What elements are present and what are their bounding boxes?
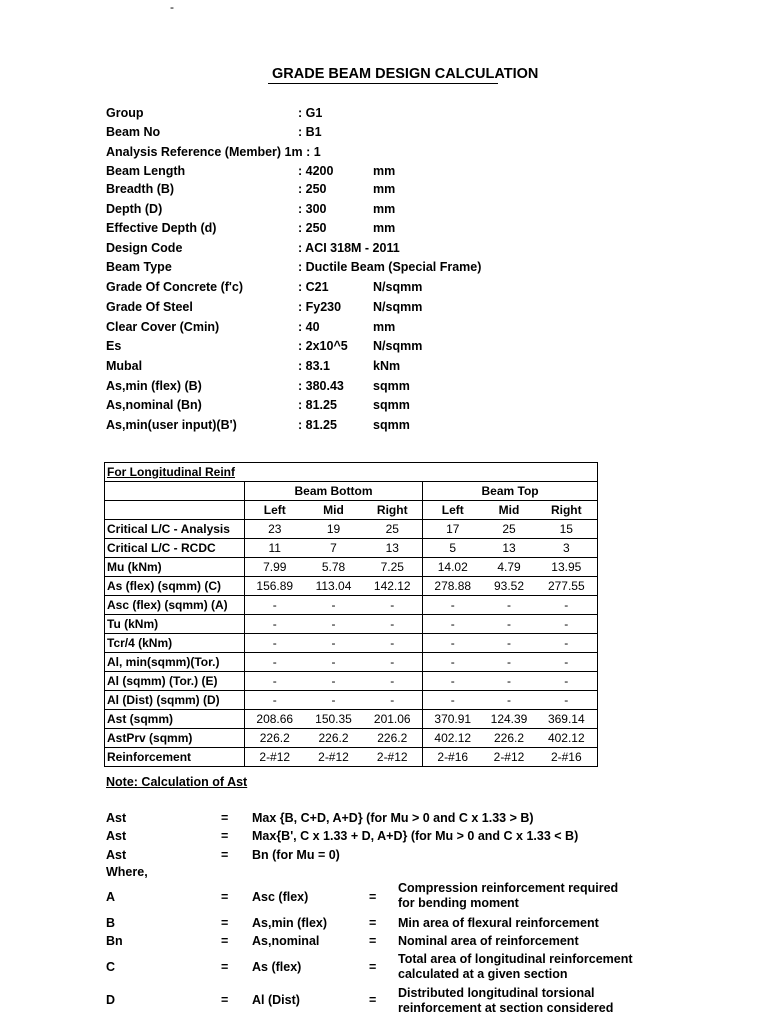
table-header-empty [105,482,245,501]
table-cell: - [363,634,423,653]
table-cell: - [305,615,363,634]
formula-lhs: Ast [106,848,127,862]
row-label: Tu (kNm) [105,615,245,634]
subheader-top-right: Right [536,501,598,520]
info-value-es: : 2x10^5 [298,339,348,353]
table-cell: 2-#12 [483,748,536,767]
info-label-beam-length: Beam Length [106,164,186,178]
where-eq: = [221,993,229,1007]
info-value-beam-type: : Ductile Beam (Special Frame) [298,260,482,274]
info-label-mubal: Mubal [106,359,143,373]
info-value-breadth: : 250 [298,182,327,196]
table-cell: - [363,653,423,672]
formula-rhs: Max {B, C+D, A+D} (for Mu > 0 and C x 1.33 > B) [252,811,534,825]
table-cell: - [423,672,483,691]
table-cell: 208.66 [245,710,305,729]
table-cell: - [245,615,305,634]
table-row-astprv [105,729,598,748]
info-label-analysis-reference: Analysis Reference (Member) 1m : 1 [106,145,321,159]
table-cell: 13 [483,539,536,558]
info-value-mubal: : 83.1 [298,359,330,373]
formula-lhs: Ast [106,829,127,843]
table-cell: - [245,634,305,653]
where-description: Total area of longitudinal reinforcement calculated at a given section [398,952,633,981]
row-label: Critical L/C - RCDC [105,539,245,558]
table-cell: 2-#12 [305,748,363,767]
info-label-es: Es [106,339,122,353]
row-label: Al, min(sqmm)(Tor.) [105,653,245,672]
info-label-grade-steel: Grade Of Steel [106,300,193,314]
where-description: Distributed longitudinal torsional reinforcement at section considered [398,986,614,1015]
table-cell: 2-#12 [245,748,305,767]
info-unit-as-nominal: sqmm [373,398,410,412]
table-cell: - [363,672,423,691]
table-sub-header-row [105,501,598,520]
page-title: GRADE BEAM DESIGN CALCULATION [272,66,539,82]
row-label: Mu (kNm) [105,558,245,577]
formula-rhs: Max{B', C x 1.33 + D, A+D} (for Mu > 0 and C x 1.33 < B) [252,829,579,843]
table-group-header-row [105,482,598,501]
where-eq: = [221,960,229,974]
table-cell: - [363,615,423,634]
info-unit-as-min-flex: sqmm [373,379,410,393]
table-cell: 2-#16 [423,748,483,767]
where-name: Al (Dist) [252,993,300,1007]
table-cell: - [483,634,536,653]
table-cell: 277.55 [536,577,598,596]
table-cell: - [536,634,598,653]
longitudinal-reinf-table [104,462,598,767]
table-cell: 25 [483,520,536,539]
table-row-al-min [105,653,598,672]
top-mark: - [170,0,174,14]
table-cell: - [363,596,423,615]
row-label: Reinforcement [105,748,245,767]
row-label: Al (Dist) (sqmm) (D) [105,691,245,710]
table-cell: - [305,672,363,691]
subheader-bottom-left: Left [245,501,305,520]
table-subheader-empty [105,501,245,520]
info-unit-es: N/sqmm [373,339,423,353]
table-cell: - [423,634,483,653]
table-row-reinforcement [105,748,598,767]
table-cell: 2-#12 [363,748,423,767]
info-unit-mubal: kNm [373,359,401,373]
table-cell: - [423,691,483,710]
table-cell: 7.25 [363,558,423,577]
info-value-beam-no: : B1 [298,125,322,139]
table-cell: 7.99 [245,558,305,577]
table-cell: - [305,634,363,653]
row-label: Al (sqmm) (Tor.) (E) [105,672,245,691]
table-cell: 5.78 [305,558,363,577]
info-unit-breadth: mm [373,182,396,196]
table-row-critical-lc-analysis [105,520,598,539]
table-cell: - [483,691,536,710]
table-cell: - [483,672,536,691]
where-eq: = [221,934,229,948]
where-name: As,nominal [252,934,320,948]
info-label-group: Group [106,106,144,120]
table-cell: - [245,672,305,691]
group-header-beam-top: Beam Top [423,482,598,501]
table-cell: - [245,596,305,615]
table-cell: 11 [245,539,305,558]
info-value-clear-cover: : 40 [298,320,320,334]
table-cell: 226.2 [245,729,305,748]
info-label-beam-no: Beam No [106,125,161,139]
row-label: Tcr/4 (kNm) [105,634,245,653]
where-eq: = [221,890,229,904]
where-description: Nominal area of reinforcement [398,934,579,948]
info-value-depth: : 300 [298,202,327,216]
where-eq: = [369,993,377,1007]
subheader-top-mid: Mid [483,501,536,520]
info-value-beam-length: : 4200 [298,164,334,178]
info-value-as-min-flex: : 380.43 [298,379,344,393]
table-cell: 15 [536,520,598,539]
info-label-effective-depth: Effective Depth (d) [106,221,217,235]
table-cell: 226.2 [483,729,536,748]
table-caption: For Longitudinal Reinf [107,465,235,479]
table-row-critical-lc-rcdc [105,539,598,558]
info-value-grade-concrete: : C21 [298,280,329,294]
table-caption-row [105,463,598,482]
info-unit-clear-cover: mm [373,320,396,334]
table-row-al-dist [105,691,598,710]
table-cell: - [536,615,598,634]
table-row-tu [105,615,598,634]
info-label-breadth: Breadth (B) [106,182,175,196]
where-eq: = [221,916,229,930]
table-cell: - [305,653,363,672]
formula-rhs: Bn (for Mu = 0) [252,848,340,862]
table-cell: - [483,615,536,634]
table-cell: 278.88 [423,577,483,596]
note-heading: Note: Calculation of Ast [106,775,248,789]
info-label-design-code: Design Code [106,241,183,255]
table-cell: 142.12 [363,577,423,596]
table-cell: - [423,653,483,672]
table-cell: - [423,615,483,634]
info-value-as-min-user: : 81.25 [298,418,337,432]
info-unit-beam-length: mm [373,164,396,178]
where-symbol: A [106,890,116,904]
where-symbol: Bn [106,934,123,948]
table-row-as-flex [105,577,598,596]
where-label: Where, [106,865,148,879]
table-cell: 156.89 [245,577,305,596]
table-cell: - [536,596,598,615]
table-row-mu [105,558,598,577]
table-row-tcr [105,634,598,653]
info-label-grade-concrete: Grade Of Concrete (f'c) [106,280,244,294]
info-label-depth: Depth (D) [106,202,163,216]
where-eq: = [369,916,377,930]
info-unit-grade-concrete: N/sqmm [373,280,423,294]
table-cell: 4.79 [483,558,536,577]
table-cell: 226.2 [363,729,423,748]
table-caption-cell [105,463,598,482]
formula-eq: = [221,848,229,862]
table-row-ast [105,710,598,729]
table-cell: 124.39 [483,710,536,729]
formula-eq: = [221,829,229,843]
where-eq: = [369,890,377,904]
info-unit-grade-steel: N/sqmm [373,300,423,314]
where-name: As,min (flex) [252,916,328,930]
table-row-asc-flex [105,596,598,615]
info-unit-effective-depth: mm [373,221,396,235]
subheader-bottom-mid: Mid [305,501,363,520]
table-cell: 17 [423,520,483,539]
table-cell: 13.95 [536,558,598,577]
table-cell: - [483,653,536,672]
table-cell: 19 [305,520,363,539]
row-label: Asc (flex) (sqmm) (A) [105,596,245,615]
subheader-top-left: Left [423,501,483,520]
table-cell: 7 [305,539,363,558]
formula-eq: = [221,811,229,825]
row-label: Critical L/C - Analysis [105,520,245,539]
table-cell: - [305,596,363,615]
table-cell: - [536,653,598,672]
table-cell: 369.14 [536,710,598,729]
info-value-group: : G1 [298,106,323,120]
where-eq: = [369,960,377,974]
table-cell: 25 [363,520,423,539]
table-cell: - [483,596,536,615]
title-underline [268,83,498,84]
table-cell: 113.04 [305,577,363,596]
where-eq: = [369,934,377,948]
row-label: AstPrv (sqmm) [105,729,245,748]
table-cell: 13 [363,539,423,558]
info-unit-as-min-user: sqmm [373,418,410,432]
where-symbol: B [106,916,116,930]
info-value-grade-steel: : Fy230 [298,300,342,314]
info-value-as-nominal: : 81.25 [298,398,337,412]
table-cell: - [536,672,598,691]
info-value-design-code: : ACI 318M - 2011 [298,241,400,255]
table-cell: - [245,691,305,710]
table-cell: 226.2 [305,729,363,748]
table-row-al-tor [105,672,598,691]
table-cell: 201.06 [363,710,423,729]
group-header-beam-bottom: Beam Bottom [245,482,423,501]
table-cell: 5 [423,539,483,558]
subheader-bottom-right: Right [363,501,423,520]
where-description: Min area of flexural reinforcement [398,916,599,930]
table-cell: - [363,691,423,710]
info-unit-depth: mm [373,202,396,216]
table-cell: 402.12 [536,729,598,748]
info-value-effective-depth: : 250 [298,221,327,235]
info-label-beam-type: Beam Type [106,260,172,274]
info-label-clear-cover: Clear Cover (Cmin) [106,320,220,334]
where-name: Asc (flex) [252,890,309,904]
table-cell: 402.12 [423,729,483,748]
where-description: Compression reinforcement required for bending moment [398,881,619,910]
table-cell: 150.35 [305,710,363,729]
table-cell: - [423,596,483,615]
row-label: As (flex) (sqmm) (C) [105,577,245,596]
table-cell: 3 [536,539,598,558]
row-label: Ast (sqmm) [105,710,245,729]
table-cell: 93.52 [483,577,536,596]
table-cell: 2-#16 [536,748,598,767]
where-symbol: C [106,960,116,974]
where-symbol: D [106,993,116,1007]
table-cell: - [305,691,363,710]
table-cell: 14.02 [423,558,483,577]
formula-lhs: Ast [106,811,127,825]
table-cell: 23 [245,520,305,539]
table-cell: - [245,653,305,672]
table-cell: - [536,691,598,710]
info-label-as-nominal: As,nominal (Bn) [106,398,202,412]
table-cell: 370.91 [423,710,483,729]
info-label-as-min-user: As,min(user input)(B') [106,418,237,432]
where-name: As (flex) [252,960,302,974]
info-label-as-min-flex: As,min (flex) (B) [106,379,202,393]
